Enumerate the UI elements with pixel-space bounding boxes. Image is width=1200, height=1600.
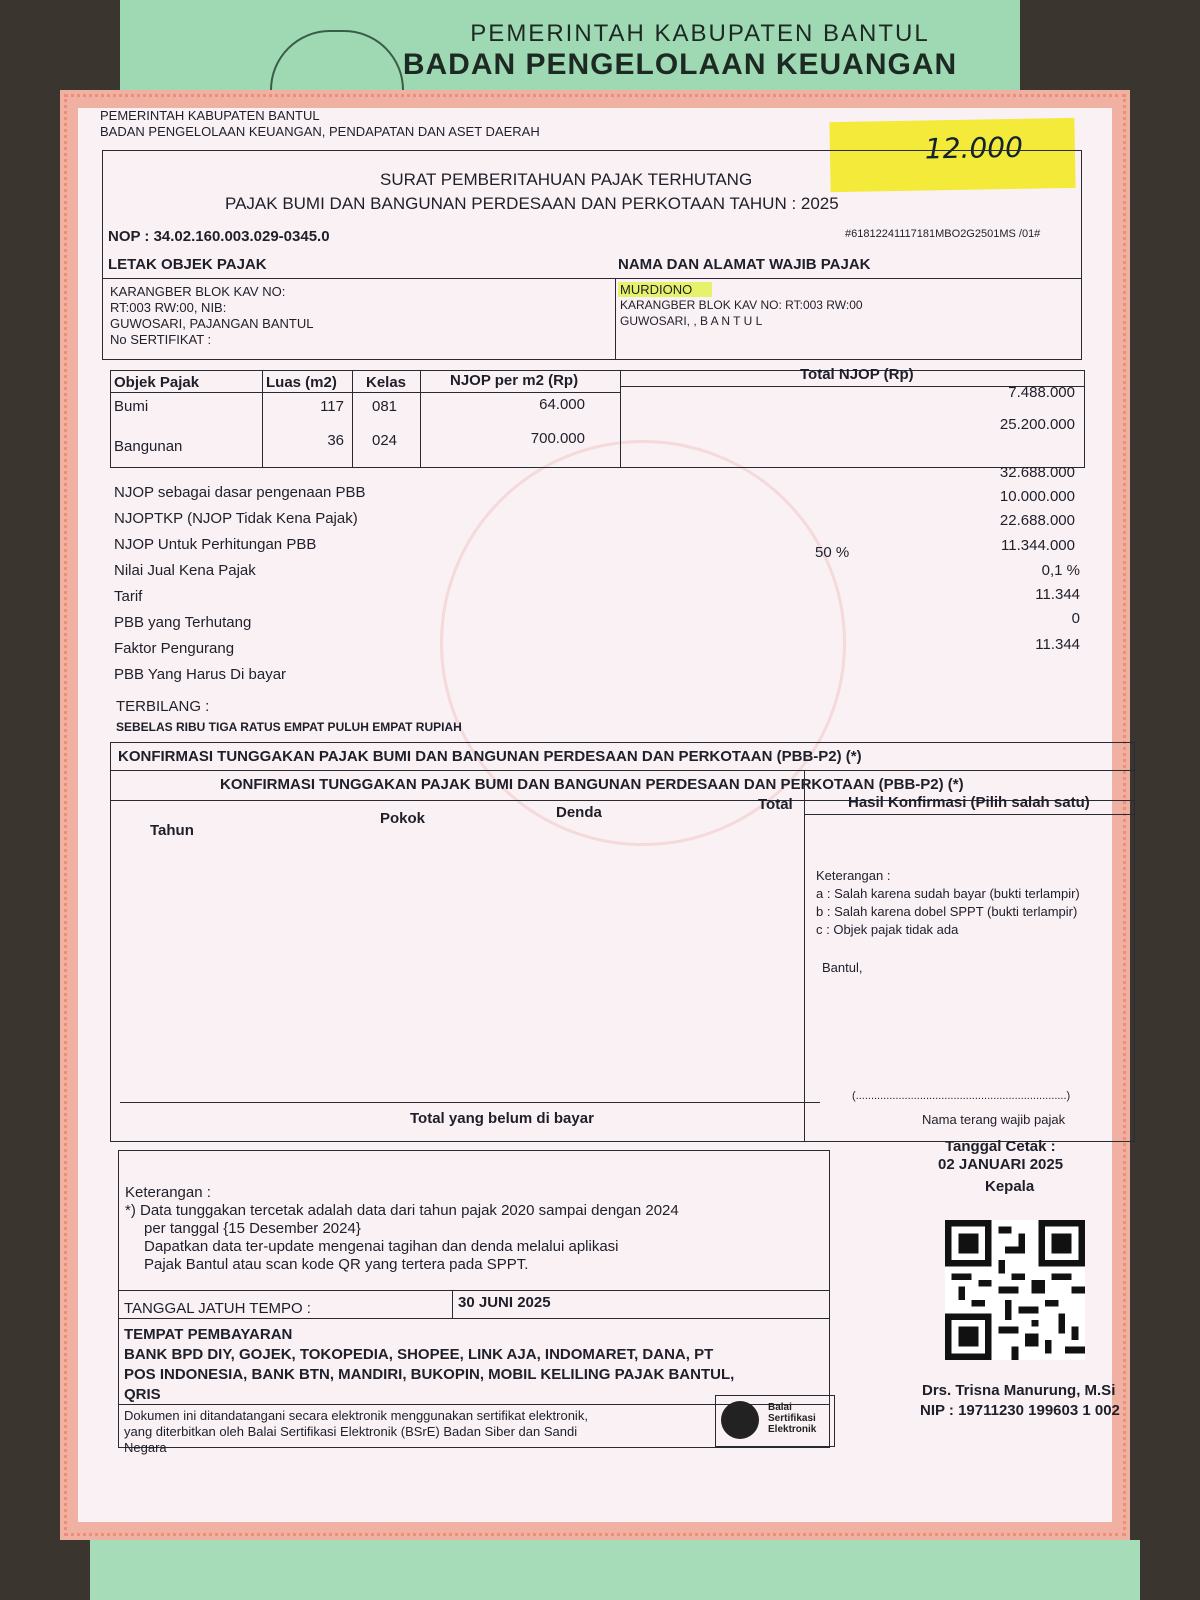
calc-value: 11.344.000: [1001, 537, 1075, 554]
doc-code: #61812241117181MBO2G2501MS /01#: [845, 228, 1041, 240]
calc-value: 11.344: [1035, 636, 1080, 653]
col-objek: Objek Pajak: [114, 374, 200, 391]
hasil-keterangan-label: Keterangan :: [816, 868, 891, 883]
col-total: Total: [758, 796, 793, 813]
row-bumi-kelas: 081: [372, 398, 398, 415]
esign-line2: yang diterbitkan oleh Balai Sertifikasi Elektronik (BSrE) Badan Siber dan Sandi: [124, 1424, 578, 1439]
col-pokok: Pokok: [380, 810, 426, 827]
due-date-value: 30 JUNI 2025: [458, 1294, 551, 1311]
notes-line1: *) Data tunggakan tercetak adalah data dari tahun pajak 2020 sampai dengan 2024: [125, 1202, 679, 1219]
payment-label: TEMPAT PEMBAYARAN: [124, 1326, 293, 1343]
notes-line4: Pajak Bantul atau scan kode QR yang tertera pada SPPT.: [144, 1256, 529, 1273]
calc-value: 22.688.000: [999, 512, 1075, 529]
divider: [110, 770, 1135, 771]
table-col-divider: [420, 370, 421, 468]
col-denda: Denda: [556, 804, 602, 821]
calc-label: Nilai Jual Kena Pajak: [114, 562, 256, 579]
divider: [118, 1290, 830, 1291]
calc-value: 0: [1071, 610, 1080, 627]
row-bumi-objek: Bumi: [114, 398, 149, 415]
row-bangunan-njop-m2: 700.000: [530, 430, 585, 447]
col-tahun: Tahun: [150, 822, 194, 839]
calc-value: 10.000.000: [999, 488, 1075, 505]
divider: [452, 1290, 453, 1318]
col-njop-m2: NJOP per m2 (Rp): [450, 372, 579, 389]
calc-value: 32.688.000: [999, 464, 1075, 481]
col-total-njop: Total NJOP (Rp): [800, 366, 914, 383]
njkp-percent: 50 %: [815, 544, 850, 561]
signer-title: Kepala: [985, 1178, 1035, 1195]
print-date-label: Tanggal Cetak :: [945, 1138, 1056, 1155]
row-bangunan-luas: 36: [327, 432, 344, 449]
background-line1: PEMERINTAH KABUPATEN BANTUL: [470, 20, 930, 47]
calc-label: NJOP Untuk Perhitungan PBB: [114, 536, 317, 553]
signer-name: Drs. Trisna Manurung, M.Si: [922, 1382, 1116, 1399]
calc-label: Tarif: [114, 588, 143, 605]
background-line2: BADAN PENGELOLAAN KEUANGAN: [402, 48, 958, 81]
divider: [118, 1318, 830, 1319]
calc-label: PBB yang Terhutang: [114, 614, 252, 631]
divider: [102, 278, 1082, 279]
payment-line1: BANK BPD DIY, GOJEK, TOKOPEDIA, SHOPEE, LINK AJA, INDOMARET, DANA, PT: [124, 1346, 714, 1363]
notes-line3: Dapatkan data ter-update mengenai tagihan dan denda melalui aplikasi: [144, 1238, 619, 1255]
notes-line2: per tanggal {15 Desember 2024}: [144, 1220, 361, 1237]
hasil-option-c: c : Objek pajak tidak ada: [816, 922, 959, 937]
esign-line1: Dokumen ini ditandatangani secara elektronik menggunakan sertifikat elektronik,: [124, 1408, 588, 1423]
table-col-divider: [262, 370, 263, 468]
doc-title: SURAT PEMBERITAHUAN PAJAK TERHUTANG: [380, 170, 753, 189]
qr-code-icon: [945, 1220, 1085, 1360]
row-bumi-luas: 117: [320, 398, 344, 415]
nop-number: NOP : 34.02.160.003.029-0345.0: [108, 228, 330, 245]
terbilang-label: TERBILANG :: [116, 698, 210, 715]
row-bumi-njop-m2: 64.000: [539, 396, 585, 413]
divider: [615, 278, 616, 360]
table-col-divider: [620, 370, 621, 468]
background-paper-bottom: [90, 1540, 1140, 1600]
object-address-line2: RT:003 RW:00, NIB:: [110, 300, 227, 315]
calc-label: PBB Yang Harus Di bayar: [114, 666, 287, 683]
taxpayer-name: MURDIONO: [618, 282, 712, 297]
total-unpaid-label: Total yang belum di bayar: [410, 1110, 594, 1127]
taxpayer-label: NAMA DAN ALAMAT WAJIB PAJAK: [618, 256, 871, 273]
notes-label: Keterangan :: [125, 1184, 211, 1201]
row-bangunan-total: 25.200.000: [999, 416, 1075, 433]
terbilang-text: SEBELAS RIBU TIGA RATUS EMPAT PULUH EMPAT RUPIAH: [116, 720, 462, 734]
due-date-label: TANGGAL JATUH TEMPO :: [124, 1300, 311, 1317]
bsre-logo-text: Balai Sertifikasi Elektronik: [768, 1402, 817, 1435]
row-bangunan-kelas: 024: [372, 432, 398, 449]
object-address-line1: KARANGBER BLOK KAV NO:: [110, 284, 286, 299]
row-bumi-total: 7.488.000: [1008, 384, 1075, 401]
hasil-place: Bantul,: [822, 960, 863, 975]
row-bangunan-objek: Bangunan: [114, 438, 183, 455]
calc-value: 11.344: [1035, 586, 1080, 603]
hasil-option-b: b : Salah karena dobel SPPT (bukti terlampir): [816, 904, 1078, 919]
table-col-divider: [352, 370, 353, 468]
sign-label: Nama terang wajib pajak: [922, 1112, 1066, 1127]
sticky-note-text: 12.000: [924, 130, 1024, 166]
calc-label: NJOP sebagai dasar pengenaan PBB: [114, 484, 366, 501]
object-location-label: LETAK OBJEK PAJAK: [108, 256, 267, 273]
konfirmasi-subtitle: KONFIRMASI TUNGGAKAN PAJAK BUMI DAN BANGUNAN PERDESAAN DAN PERKOTAAN (PBB-P2) (*): [220, 776, 964, 793]
payment-line2: POS INDONESIA, BANK BTN, MANDIRI, BUKOPIN, MOBIL KELILING PAJAK BANTUL,: [124, 1366, 735, 1383]
taxpayer-address-line2: KARANGBER BLOK KAV NO: RT:003 RW:00: [620, 298, 863, 312]
object-certificate: No SERTIFIKAT :: [110, 332, 212, 347]
col-luas: Luas (m2): [266, 374, 337, 391]
divider: [120, 1102, 820, 1103]
calc-label: NJOPTKP (NJOP Tidak Kena Pajak): [114, 510, 358, 527]
table-header-divider: [110, 392, 620, 393]
print-date: 02 JANUARI 2025: [938, 1156, 1064, 1173]
konfirmasi-section-title: KONFIRMASI TUNGGAKAN PAJAK BUMI DAN BANGUNAN PERDESAAN DAN PERKOTAAN (PBB-P2) (*): [118, 748, 862, 765]
background-header: [120, 20, 1020, 82]
taxpayer-address-line3: GUWOSARI, , B A N T U L: [620, 314, 763, 328]
object-address-line3: GUWOSARI, PAJANGAN BANTUL: [110, 316, 314, 331]
col-kelas: Kelas: [366, 374, 407, 391]
signer-nip: NIP : 19711230 199603 1 002: [920, 1402, 1120, 1419]
divider: [804, 814, 1135, 815]
bsre-logo-icon: [715, 1395, 835, 1447]
agency-name: BADAN PENGELOLAAN KEUANGAN, PENDAPATAN DAN ASET DAERAH: [100, 124, 540, 139]
esign-line3: Negara: [124, 1440, 167, 1455]
divider: [804, 770, 805, 1142]
hasil-option-a: a : Salah karena sudah bayar (bukti terlampir): [816, 886, 1080, 901]
sign-line: (.....................................................................): [852, 1090, 1071, 1102]
hasil-konfirmasi-title: Hasil Konfirmasi (Pilih salah satu): [848, 794, 1090, 811]
calc-value: 0,1 %: [1041, 562, 1080, 579]
doc-subtitle: PAJAK BUMI DAN BANGUNAN PERDESAAN DAN PERKOTAAN TAHUN : 2025: [225, 194, 839, 213]
payment-line3: QRIS: [124, 1386, 161, 1403]
calc-label: Faktor Pengurang: [114, 640, 235, 657]
gov-name: PEMERINTAH KABUPATEN BANTUL: [100, 108, 320, 123]
